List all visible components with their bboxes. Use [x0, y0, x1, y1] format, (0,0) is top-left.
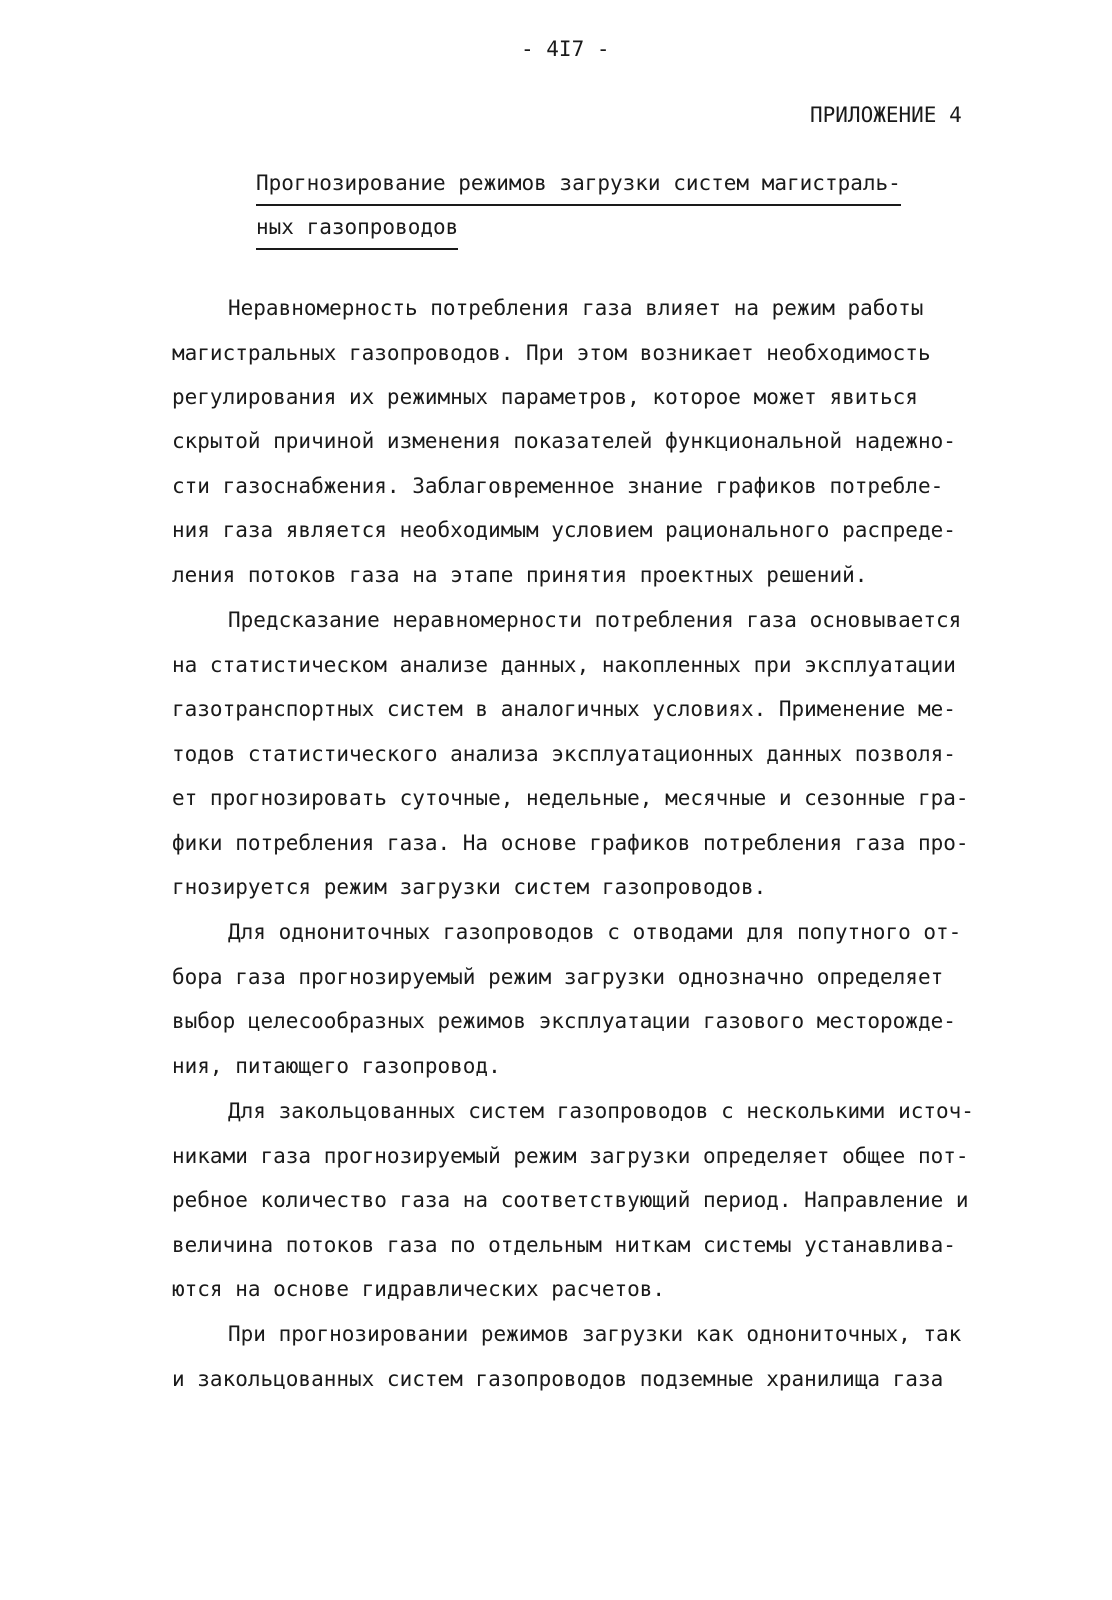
text-line: выбор целесообразных режимов эксплуатации газового месторожде- [172, 1009, 956, 1033]
text-line: ребное количество газа на соответствующий период. Направление и [172, 1188, 969, 1212]
text-line: величина потоков газа по отдельным ниткам системы устанавлива- [172, 1233, 956, 1257]
text-line: бора газа прогнозируемый режим загрузки однозначно определяет [172, 965, 944, 989]
text-line: тодов статистического анализа эксплуатационных данных позволя- [172, 742, 956, 766]
appendix-label: ПРИЛОЖЕНИЕ 4 [810, 103, 962, 127]
text-line: Для однониточных газопроводов с отводами для попутного от- [228, 920, 962, 944]
text-line: газотранспортных систем в аналогичных условиях. Применение ме- [172, 697, 956, 721]
text-line: ния, питающего газопровод. [172, 1054, 501, 1078]
text-line: регулирования их режимных параметров, которое может явиться [172, 385, 918, 409]
text-line: ет прогнозировать суточные, недельные, месячные и сезонные гра- [172, 786, 969, 810]
text-line: Неравномерность потребления газа влияет на режим работы [228, 296, 924, 320]
text-line: ния газа является необходимым условием рационального распреде- [172, 518, 956, 542]
text-line: Предсказание неравномерности потребления газа основывается [228, 608, 962, 632]
page-number: - 4I7 - [521, 37, 610, 61]
section-title-line-1: Прогнозирование режимов загрузки систем магистраль- [256, 173, 901, 206]
text-line: При прогнозировании режимов загрузки как однониточных, так [228, 1322, 962, 1346]
text-line: сти газоснабжения. Заблаговременное знание графиков потребле- [172, 474, 944, 498]
section-title-line-2: ных газопроводов [256, 217, 458, 250]
text-line: гнозируется режим загрузки систем газопроводов. [172, 875, 767, 899]
text-line: фики потребления газа. На основе графиков потребления газа про- [172, 831, 969, 855]
text-line: Для закольцованных систем газопроводов с несколькими источ- [228, 1099, 974, 1123]
text-line: скрытой причиной изменения показателей функциональной надежно- [172, 429, 956, 453]
text-line: ются на основе гидравлических расчетов. [172, 1277, 666, 1301]
text-line: никами газа прогнозируемый режим загрузки определяет общее пот- [172, 1144, 969, 1168]
text-line: на статистическом анализе данных, накопленных при эксплуатации [172, 653, 956, 677]
text-line: и закольцованных систем газопроводов подземные хранилища газа [172, 1367, 944, 1391]
text-line: магистральных газопроводов. При этом возникает необходимость [172, 341, 931, 365]
text-line: ления потоков газа на этапе принятия проектных решений. [172, 563, 868, 587]
